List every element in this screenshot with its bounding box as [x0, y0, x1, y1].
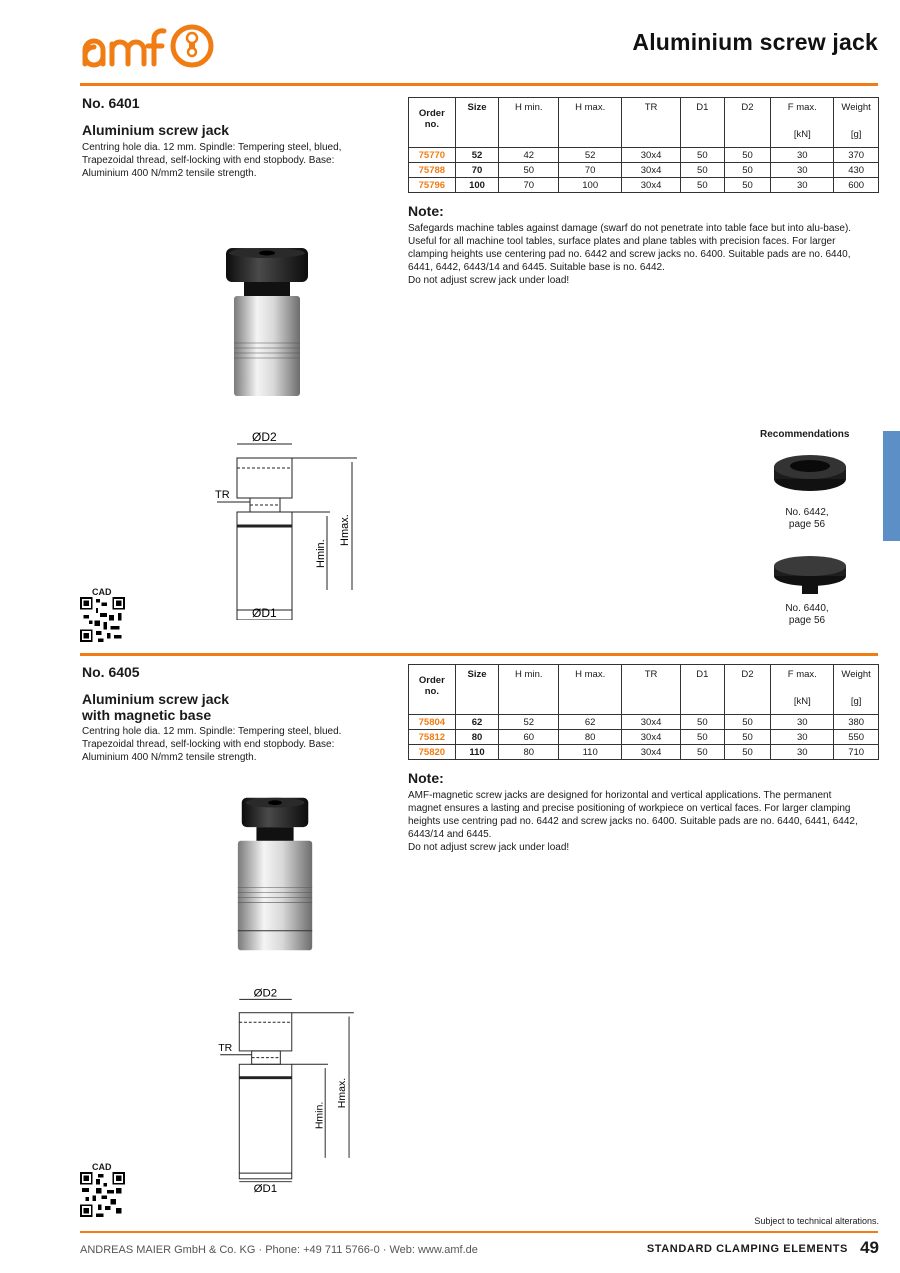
drawing-label-d2: ØD2 — [253, 987, 278, 1000]
footer-disclaimer: Subject to technical alterations. — [754, 1216, 879, 1226]
cell: 52 — [499, 715, 559, 730]
footer-address: ANDREAS MAIER GmbH & Co. KG · Phone: +49 711 5766-0 · Web: www.amf.de — [80, 1244, 478, 1256]
cell: 30x4 — [622, 715, 681, 730]
cell: 110 — [559, 745, 622, 760]
col-size: Size — [455, 665, 499, 715]
drawing-label-hmax: Hmax. — [339, 514, 351, 546]
cell: 70 — [455, 163, 499, 178]
order-number[interactable]: 75788 — [409, 163, 456, 178]
drawing-label-d1: ØD1 — [252, 606, 277, 620]
cell: 710 — [834, 745, 879, 760]
cell: 100 — [455, 178, 499, 193]
cell: 80 — [499, 745, 559, 760]
col-tr: TR — [622, 665, 681, 715]
cell: 50 — [681, 163, 725, 178]
cell: 550 — [834, 730, 879, 745]
section-2-number: No. 6405 — [82, 664, 140, 680]
section-2-spec-table — [408, 664, 879, 760]
order-number[interactable]: 75796 — [409, 178, 456, 193]
col-d1: D1 — [681, 665, 725, 715]
cad-qr-code[interactable] — [80, 1172, 125, 1217]
section-1-title: Aluminium screw jack — [82, 122, 230, 138]
cell: 30 — [771, 178, 834, 193]
cell: 50 — [681, 730, 725, 745]
section-2-title: Aluminium screw jack with magnetic base — [82, 691, 230, 723]
cell: 50 — [724, 148, 771, 163]
section-2-note-title: Note: — [408, 770, 444, 786]
cell: 50 — [681, 715, 725, 730]
drawing-label-hmax: Hmax. — [336, 1077, 349, 1109]
drawing-label-hmin: Hmin. — [315, 539, 327, 568]
cell: 30x4 — [622, 178, 681, 193]
cell: 30 — [771, 745, 834, 760]
cad-qr-code[interactable] — [80, 597, 125, 642]
cell: 100 — [559, 178, 622, 193]
pad-6442-image[interactable] — [770, 452, 850, 494]
cell: 62 — [455, 715, 499, 730]
cell: 30 — [771, 715, 834, 730]
order-number[interactable]: 75804 — [409, 715, 456, 730]
page-title: Aluminium screw jack — [632, 29, 878, 55]
cell: 600 — [834, 178, 879, 193]
drawing-label-d2: ØD2 — [252, 430, 277, 444]
cell: 52 — [455, 148, 499, 163]
col-size: Size — [455, 98, 499, 148]
col-fmax: F max. [kN] — [771, 665, 834, 715]
cell: 42 — [499, 148, 559, 163]
cell: 70 — [499, 178, 559, 193]
drawing-label-hmin: Hmin. — [313, 1101, 326, 1130]
section-1-note-title: Note: — [408, 203, 444, 219]
chapter-tab[interactable] — [883, 431, 900, 541]
table-row — [409, 163, 879, 178]
product-photo-6405 — [232, 796, 320, 956]
cell: 50 — [724, 163, 771, 178]
recommendation-6442-caption[interactable]: No. 6442, page 56 — [785, 507, 829, 530]
cell: 430 — [834, 163, 879, 178]
cell: 30x4 — [622, 745, 681, 760]
recommendation-6440-caption[interactable]: No. 6440, page 56 — [785, 603, 829, 626]
table-row — [409, 730, 879, 745]
cell: 110 — [455, 745, 499, 760]
page-number: 49 — [860, 1238, 879, 1257]
cad-label: CAD — [92, 1162, 112, 1172]
col-weight: Weight [g] — [834, 665, 879, 715]
section-divider — [80, 653, 878, 656]
col-hmin: H min. — [499, 98, 559, 148]
cell: 50 — [681, 148, 725, 163]
cell: 50 — [681, 178, 725, 193]
cell: 80 — [559, 730, 622, 745]
cell: 60 — [499, 730, 559, 745]
col-weight: Weight [g] — [834, 98, 879, 148]
order-number[interactable]: 75770 — [409, 148, 456, 163]
section-1-number: No. 6401 — [82, 95, 140, 111]
drawing-label-tr: TR — [218, 1041, 233, 1054]
footer-rule — [80, 1231, 878, 1233]
col-d2: D2 — [724, 98, 771, 148]
cell: 80 — [455, 730, 499, 745]
table-row — [409, 745, 879, 760]
order-number[interactable]: 75812 — [409, 730, 456, 745]
section-1-note-body: Safegards machine tables against damage (swarf do not penetrate into table face but into alu-base). Useful for all machine tool tables, surface plates and plane tables with precision faces. For larger clamping heights use centering pad no. 6442 and screw jacks no. 6400. Suitable pads are no. 6440, 6441, 6442, 6443/14 and 6445. Suitable base is no. 6442. Do not adjust screw jack under load! — [408, 223, 852, 286]
pad-6440-image[interactable] — [770, 552, 850, 597]
col-order: Order no. — [409, 665, 456, 715]
cell: 50 — [681, 745, 725, 760]
cell: 370 — [834, 148, 879, 163]
cell: 62 — [559, 715, 622, 730]
cell: 30 — [771, 163, 834, 178]
table-row — [409, 715, 879, 730]
cell: 380 — [834, 715, 879, 730]
col-hmax: H max. — [559, 665, 622, 715]
section-1-description: Centring hole dia. 12 mm. Spindle: Tempering steel, blued, Trapezoidal thread, self-locking with end stopbody. Base: Aluminium 400 N/mm2 tensile strength. — [82, 142, 342, 179]
cell: 50 — [724, 715, 771, 730]
recommendations-heading: Recommendations — [760, 429, 850, 440]
cell: 30 — [771, 148, 834, 163]
cell: 52 — [559, 148, 622, 163]
cell: 30x4 — [622, 730, 681, 745]
order-number[interactable]: 75820 — [409, 745, 456, 760]
header-rule — [80, 83, 878, 86]
section-2-description: Centring hole dia. 12 mm. Spindle: Tempering steel, blued. Trapezoidal thread, self-locking with end stopbody. Base: Aluminium 400 N/mm2 tensile strength. — [82, 726, 342, 763]
col-d2: D2 — [724, 665, 771, 715]
cell: 50 — [499, 163, 559, 178]
section-2-note-body: AMF-magnetic screw jacks are designed for horizontal and vertical applications. The permanent magnet ensures a lasting and precise positioning of workpiece on vertical faces. For larger clamping heights use centring pad no. 6442 and screw jacks no. 6400. Suitable pads are no. 6440, 6441, 6442, 6443/14 and 6445. Do not adjust screw jack under load! — [408, 790, 858, 853]
cell: 30 — [771, 730, 834, 745]
col-hmin: H min. — [499, 665, 559, 715]
table-row — [409, 148, 879, 163]
cad-label: CAD — [92, 587, 112, 597]
section-1-spec-table — [408, 97, 879, 193]
amf-logo — [80, 22, 220, 74]
col-hmax: H max. — [559, 98, 622, 148]
col-tr: TR — [622, 98, 681, 148]
cell: 50 — [724, 730, 771, 745]
cell: 30x4 — [622, 148, 681, 163]
cell: 50 — [724, 745, 771, 760]
technical-drawing-6405 — [212, 986, 362, 1196]
cell: 30x4 — [622, 163, 681, 178]
col-order: Order no. — [409, 98, 456, 148]
technical-drawing-6401 — [212, 430, 362, 620]
drawing-label-d1: ØD1 — [253, 1183, 278, 1196]
drawing-label-tr: TR — [215, 489, 230, 501]
product-photo-6401 — [222, 248, 312, 398]
cell: 50 — [724, 178, 771, 193]
cell: 70 — [559, 163, 622, 178]
col-fmax: F max. [kN] — [771, 98, 834, 148]
col-d1: D1 — [681, 98, 725, 148]
footer-category: STANDARD CLAMPING ELEMENTS — [646, 1243, 848, 1255]
table-row — [409, 178, 879, 193]
